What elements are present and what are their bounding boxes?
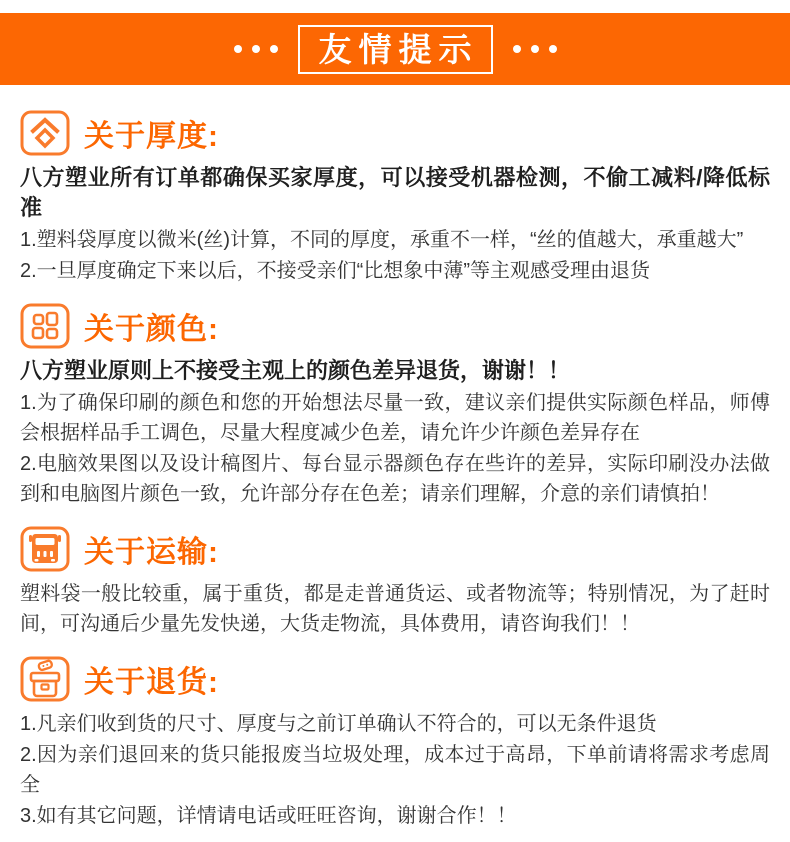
content-area (0, 85, 790, 842)
section-thickness-item-2: 2.一旦厚度确定下来以后，不接受亲们“比想象中薄”等主观感受理由退货 (20, 260, 650, 282)
section-returns-item-2: 2.因为亲们退回来的货只能报废当垃圾处理，成本过于高昂，下单前请将需求考虑周全 (20, 744, 770, 796)
section-returns (20, 655, 770, 831)
section-color-heading: 关于颜色: (84, 313, 219, 346)
section-color-header (20, 302, 770, 350)
section-returns-heading: 关于退货: (84, 666, 219, 699)
section-shipping-item-1: 塑料袋一般比较重，属于重货，都是走普通货运、或者物流等；特别情况，为了赶时间，可沟通后少量先发快递，大货走物流，具体费用，请咨询我们！！ (20, 583, 770, 635)
section-thickness-header (20, 109, 770, 157)
section-thickness-heading: 关于厚度: (84, 120, 219, 153)
section-returns-header (20, 655, 770, 703)
section-color (20, 302, 770, 509)
section-thickness (20, 109, 770, 286)
section-thickness-item-1: 1.塑料袋厚度以微米(丝)计算，不同的厚度，承重不一样，“丝的值越大，承重越大” (20, 229, 744, 251)
banner (0, 13, 790, 85)
section-returns-item-1: 1.凡亲们收到货的尺寸、厚度与之前订单确认不符合的，可以无条件退货 (20, 713, 657, 735)
section-returns-item-3: 3.如有其它问题，详情请电话或旺旺咨询，谢谢合作！！ (20, 805, 517, 827)
section-shipping (20, 525, 770, 639)
truck-icon (20, 526, 70, 572)
section-thickness-intro: 八方塑业所有订单都确保买家厚度，可以接受机器检测，不偷工减料/降低标准 (20, 165, 770, 220)
thickness-icon (20, 110, 70, 156)
section-shipping-heading: 关于运输: (84, 536, 219, 569)
banner-dots-right-icon (513, 45, 557, 53)
top-white-strip (0, 0, 790, 13)
banner-dots-left-icon (234, 45, 278, 53)
section-shipping-header (20, 525, 770, 573)
color-grid-icon (20, 303, 70, 349)
return-box-icon (20, 656, 70, 702)
section-color-item-2: 2.电脑效果图以及设计稿图片、每台显示器颜色存在些许的差异，实际印刷没办法做到和电脑图片颜色一致，允许部分存在色差；请亲们理解，介意的亲们请慎拍！ (20, 453, 770, 505)
section-color-item-1: 1.为了确保印刷的颜色和您的开始想法尽量一致，建议亲们提供实际颜色样品，师傅会根据样品手工调色，尽量大程度减少色差，请允许少许颜色差异存在 (20, 392, 770, 444)
page-title: 友情提示 (298, 25, 493, 74)
section-color-intro: 八方塑业原则上不接受主观上的颜色差异退货，谢谢！！ (20, 358, 571, 383)
